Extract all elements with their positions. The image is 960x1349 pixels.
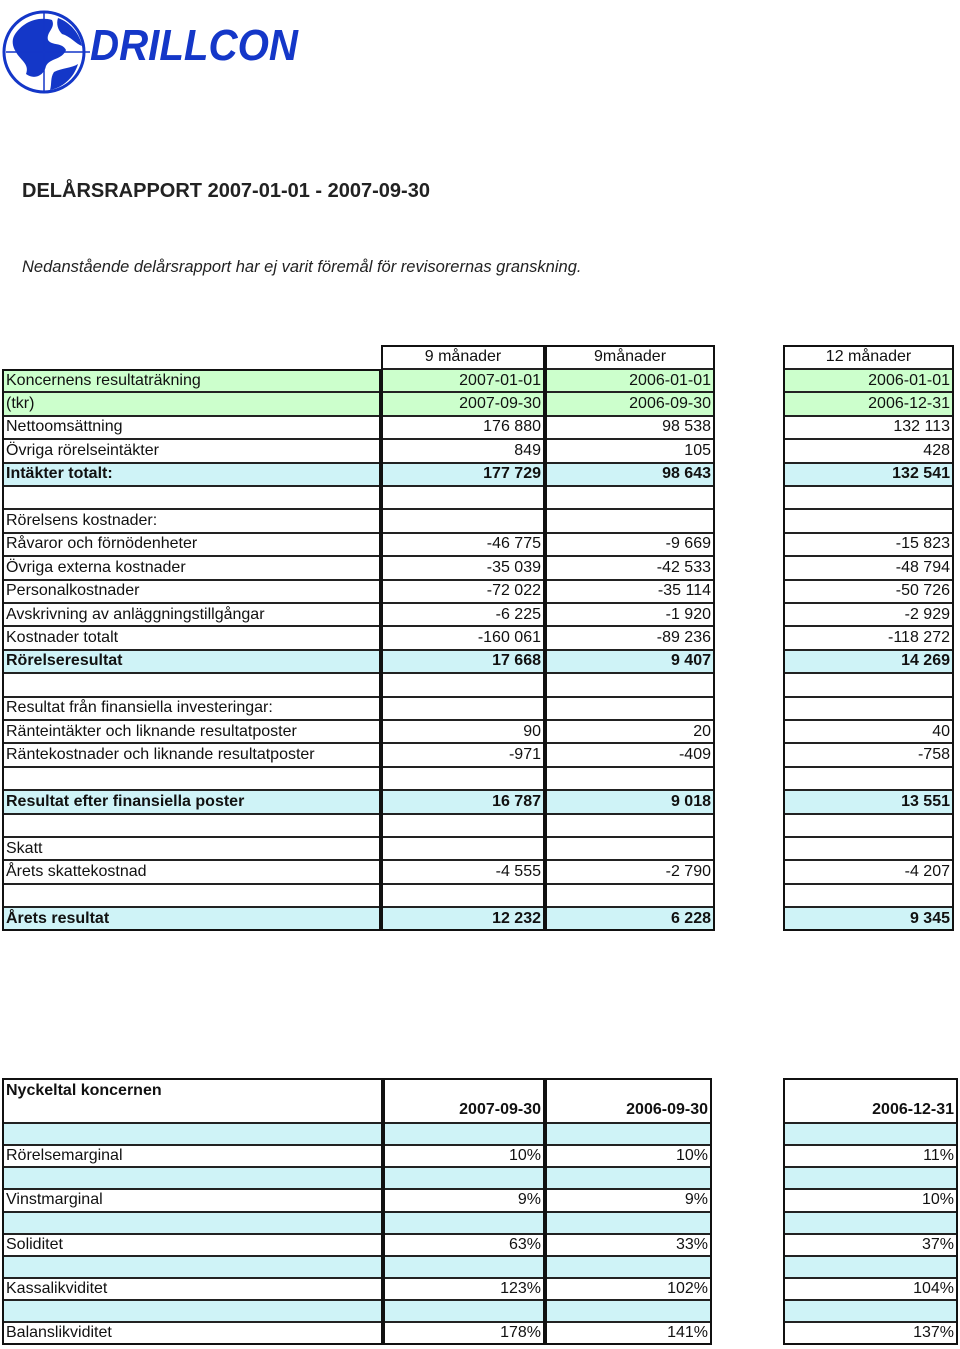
row-value xyxy=(545,673,715,696)
row-value: -4 207 xyxy=(783,860,954,883)
row-label: Skatt xyxy=(2,837,381,860)
brand-name: DRILLCON xyxy=(90,21,300,70)
kpi-value: 37% xyxy=(783,1234,958,1256)
row-value xyxy=(545,486,715,509)
row-value xyxy=(783,767,954,790)
row-value: -48 794 xyxy=(783,556,954,579)
kpi-value: 102% xyxy=(545,1278,712,1300)
kpi-spacer xyxy=(783,1300,958,1322)
kpi-value: 33% xyxy=(545,1234,712,1256)
kpi-spacer xyxy=(545,1256,712,1278)
kpi-spacer xyxy=(2,1212,383,1234)
globe-icon xyxy=(4,12,90,92)
kpi-label: Rörelsemarginal xyxy=(2,1145,383,1167)
kpi-spacer xyxy=(783,1212,958,1234)
kpi-value: 141% xyxy=(545,1322,712,1344)
kpi-spacer xyxy=(783,1123,958,1145)
row-value: 2006-01-01 xyxy=(545,369,715,392)
row-value xyxy=(545,884,715,907)
kpi-value: 11% xyxy=(783,1145,958,1167)
row-label: Övriga rörelseintäkter xyxy=(2,439,381,462)
row-label: Avskrivning av anläggningstillgångar xyxy=(2,603,381,626)
row-label: Resultat efter finansiella poster xyxy=(2,790,381,813)
row-value xyxy=(783,814,954,837)
row-value xyxy=(381,509,545,532)
row-value: -9 669 xyxy=(545,533,715,556)
kpi-spacer xyxy=(2,1123,383,1145)
row-value xyxy=(381,837,545,860)
row-label xyxy=(2,767,381,790)
drillcon-logo xyxy=(0,6,300,96)
row-value: 105 xyxy=(545,439,715,462)
kpi-spacer xyxy=(545,1212,712,1234)
kpi-spacer xyxy=(545,1167,712,1189)
row-label: Räntekostnader och liknande resultatposter xyxy=(2,743,381,766)
kpi-spacer xyxy=(783,1167,958,1189)
kpi-spacer xyxy=(383,1256,545,1278)
row-value: -4 555 xyxy=(381,860,545,883)
row-value: 20 xyxy=(545,720,715,743)
review-note: Nedanstående delårsrapport har ej varit föremål för revisorernas granskning. xyxy=(22,258,582,276)
kpi-date-header: 2006-12-31 xyxy=(783,1078,958,1123)
kpi-value: 10% xyxy=(545,1145,712,1167)
row-label: Nettoomsättning xyxy=(2,416,381,439)
row-value: 90 xyxy=(381,720,545,743)
report-title: DELÅRSRAPPORT 2007-01-01 - 2007-09-30 xyxy=(22,180,430,202)
row-value: -118 272 xyxy=(783,626,954,649)
row-value: 13 551 xyxy=(783,790,954,813)
kpi-spacer xyxy=(545,1123,712,1145)
row-value xyxy=(381,884,545,907)
row-value: 2006-12-31 xyxy=(783,392,954,415)
row-value: -6 225 xyxy=(381,603,545,626)
kpi-value: 178% xyxy=(383,1322,545,1344)
row-value: -409 xyxy=(545,743,715,766)
row-value xyxy=(783,884,954,907)
row-value xyxy=(783,697,954,720)
kpi-spacer xyxy=(383,1167,545,1189)
row-value xyxy=(783,837,954,860)
row-label: Årets skattekostnad xyxy=(2,860,381,883)
row-value: -50 726 xyxy=(783,580,954,603)
row-label: Ränteintäkter och liknande resultatposter xyxy=(2,720,381,743)
row-label: Intäkter totalt: xyxy=(2,463,381,486)
row-value xyxy=(545,697,715,720)
row-value: 12 232 xyxy=(381,907,545,930)
kpi-spacer xyxy=(783,1256,958,1278)
kpi-value: 63% xyxy=(383,1234,545,1256)
row-value: -2 929 xyxy=(783,603,954,626)
kpi-label: Balanslikviditet xyxy=(2,1322,383,1344)
row-value xyxy=(545,814,715,837)
kpi-value: 10% xyxy=(783,1189,958,1211)
row-label xyxy=(2,814,381,837)
kpi-label: Soliditet xyxy=(2,1234,383,1256)
row-value: -42 533 xyxy=(545,556,715,579)
row-value: -758 xyxy=(783,743,954,766)
row-value: 849 xyxy=(381,439,545,462)
kpi-value: 9% xyxy=(545,1189,712,1211)
kpi-date-header: 2006-09-30 xyxy=(545,1078,712,1123)
row-label: Årets resultat xyxy=(2,907,381,930)
kpi-value: 9% xyxy=(383,1189,545,1211)
kpi-spacer xyxy=(2,1300,383,1322)
row-value: -35 114 xyxy=(545,580,715,603)
kpi-label: Kassalikviditet xyxy=(2,1278,383,1300)
row-label: Koncernens resultaträkning xyxy=(2,369,381,392)
row-value xyxy=(545,837,715,860)
row-value: 9 345 xyxy=(783,907,954,930)
row-value xyxy=(545,767,715,790)
row-value: -15 823 xyxy=(783,533,954,556)
period-header: 12 månader xyxy=(783,345,954,369)
row-label: Rörelseresultat xyxy=(2,650,381,673)
kpi-date-header: 2007-09-30 xyxy=(383,1078,545,1123)
row-value xyxy=(381,486,545,509)
row-value: 40 xyxy=(783,720,954,743)
row-label xyxy=(2,884,381,907)
period-header: 9månader xyxy=(545,345,715,369)
row-value: -72 022 xyxy=(381,580,545,603)
row-value: 177 729 xyxy=(381,463,545,486)
row-label: (tkr) xyxy=(2,392,381,415)
row-value: 2006-09-30 xyxy=(545,392,715,415)
kpi-spacer xyxy=(545,1300,712,1322)
kpi-spacer xyxy=(383,1300,545,1322)
row-value: 98 538 xyxy=(545,416,715,439)
row-value xyxy=(783,509,954,532)
row-label: Rörelsens kostnader: xyxy=(2,509,381,532)
row-value xyxy=(381,814,545,837)
kpi-title: Nyckeltal koncernen xyxy=(2,1078,383,1123)
row-value xyxy=(381,673,545,696)
row-value xyxy=(381,767,545,790)
row-value: 17 668 xyxy=(381,650,545,673)
kpi-spacer xyxy=(2,1256,383,1278)
period-header: 9 månader xyxy=(381,345,545,369)
row-value: 9 018 xyxy=(545,790,715,813)
row-label: Resultat från finansiella investeringar: xyxy=(2,697,381,720)
row-value: 6 228 xyxy=(545,907,715,930)
row-value: -89 236 xyxy=(545,626,715,649)
kpi-spacer xyxy=(2,1167,383,1189)
row-value: 16 787 xyxy=(381,790,545,813)
kpi-spacer xyxy=(383,1212,545,1234)
kpi-value: 104% xyxy=(783,1278,958,1300)
row-value: 428 xyxy=(783,439,954,462)
kpi-value: 137% xyxy=(783,1322,958,1344)
kpi-spacer xyxy=(383,1123,545,1145)
row-value: -971 xyxy=(381,743,545,766)
row-value: -1 920 xyxy=(545,603,715,626)
row-label xyxy=(2,486,381,509)
kpi-value: 123% xyxy=(383,1278,545,1300)
kpi-label: Vinstmarginal xyxy=(2,1189,383,1211)
row-value: 2007-09-30 xyxy=(381,392,545,415)
row-value: 132 541 xyxy=(783,463,954,486)
kpi-value: 10% xyxy=(383,1145,545,1167)
row-value xyxy=(381,697,545,720)
row-label: Råvaror och förnödenheter xyxy=(2,533,381,556)
row-value: 132 113 xyxy=(783,416,954,439)
row-label: Övriga externa kostnader xyxy=(2,556,381,579)
row-value: 2006-01-01 xyxy=(783,369,954,392)
row-value xyxy=(783,486,954,509)
row-value: 14 269 xyxy=(783,650,954,673)
row-value: 9 407 xyxy=(545,650,715,673)
row-value: 98 643 xyxy=(545,463,715,486)
row-value: -46 775 xyxy=(381,533,545,556)
row-label: Kostnader totalt xyxy=(2,626,381,649)
row-value xyxy=(783,673,954,696)
row-label xyxy=(2,673,381,696)
row-value: 2007-01-01 xyxy=(381,369,545,392)
row-value: -160 061 xyxy=(381,626,545,649)
row-label: Personalkostnader xyxy=(2,580,381,603)
row-value: -2 790 xyxy=(545,860,715,883)
row-value: 176 880 xyxy=(381,416,545,439)
row-value xyxy=(545,509,715,532)
row-value: -35 039 xyxy=(381,556,545,579)
